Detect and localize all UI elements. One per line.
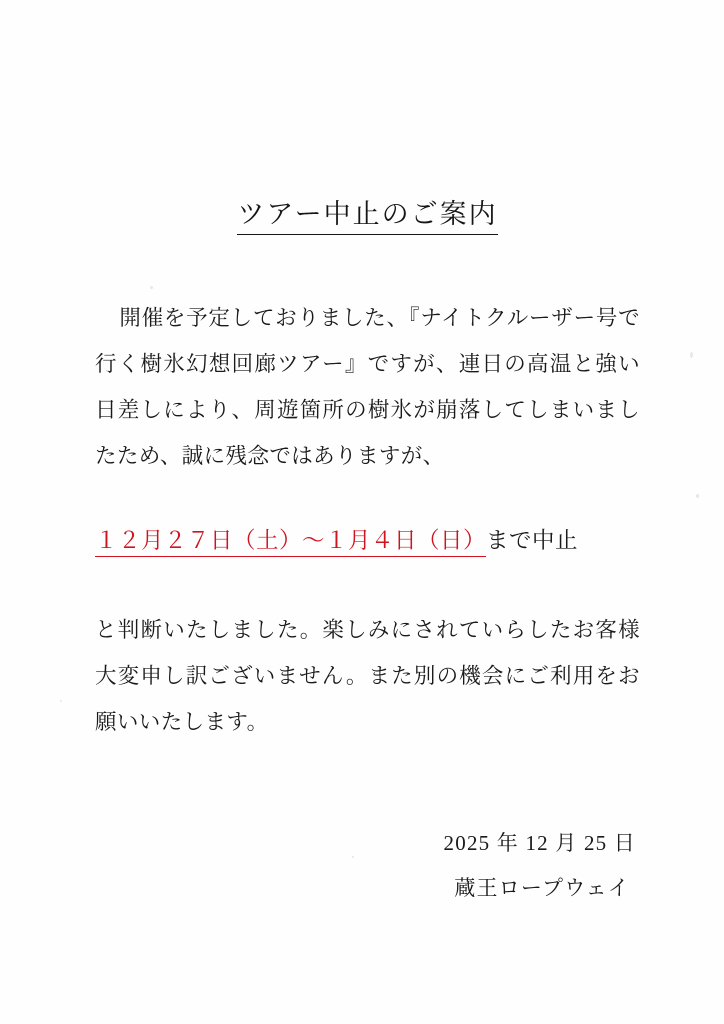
- cancellation-period-suffix: まで中止: [486, 528, 579, 553]
- document-title-text: ツアー中止のご案内: [237, 199, 497, 235]
- document-date: 2025 年 12 月 25 日: [443, 831, 636, 855]
- issuing-organization: 蔵王ロープウェイ: [454, 876, 630, 900]
- document-title: [95, 192, 640, 231]
- scan-speck: [696, 494, 699, 498]
- paragraph-intro-text: 開催を予定しておりました、『ナイトクルーザー号で行く樹氷幻想回廊ツアー』ですが、連日の高温と強い日差しにより、周遊箇所の樹氷が崩落してしまいましたため、誠に残念ではありますが、: [95, 306, 640, 468]
- scan-speck: [60, 700, 62, 702]
- scan-speck: [690, 352, 693, 358]
- document-content: [95, 0, 640, 1024]
- cancellation-period-dates: １２月２７日（土）～１月４日（日）: [95, 528, 486, 557]
- cancellation-period: [95, 521, 640, 561]
- paragraph-apology: と判断いたしました。楽しみにされていらしたお客様大変申し訳ございません。また別の機会にご利用をお願いいたします。: [95, 618, 640, 734]
- paragraph-intro: [95, 295, 640, 479]
- signature-block: [95, 821, 640, 911]
